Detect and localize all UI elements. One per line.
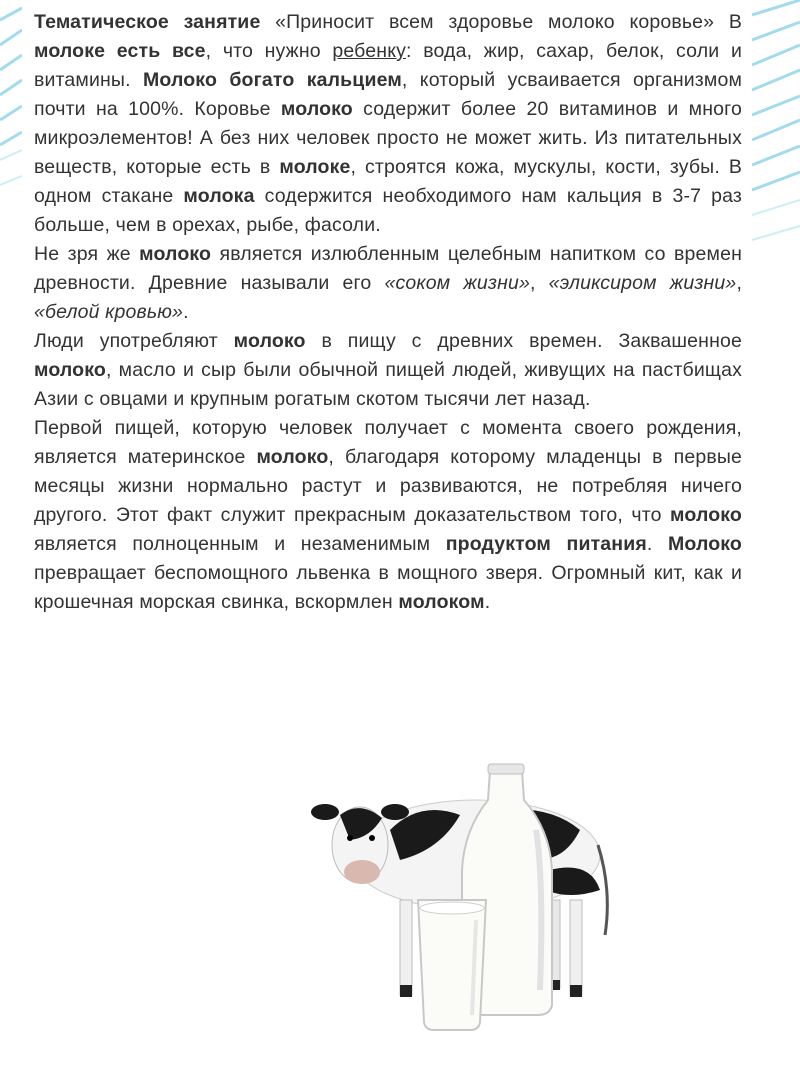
paragraph (34, 8, 742, 240)
text-run: , строятся кожа, мускулы, кости, зубы. В одном стакане (34, 156, 743, 207)
bold-text: молоко (670, 504, 742, 526)
bold-text: молоке (279, 156, 351, 178)
bold-text: Тематическое занятие (34, 11, 261, 33)
text-run: . (646, 533, 668, 555)
bold-text: молоко (34, 359, 106, 381)
italic-text: «эликсиром жизни» (548, 272, 737, 294)
text-run: содержится необходимого нам кальция в 3-7 раз больше, чем в орехах, рыбе, фасоли. (34, 185, 742, 236)
text-run: является излюбленным целебным напитком со времен древности. Древние называли его (34, 243, 742, 294)
text-run: . (183, 301, 189, 323)
text-run: является полноценным и незаменимым (34, 533, 446, 555)
text-run: , что нужно (205, 40, 333, 62)
bold-text: молоко (280, 98, 353, 120)
paragraph (34, 414, 742, 617)
bold-text: Молоко богато кальцием (143, 69, 402, 91)
text-run: превращает беспомощного львенка в мощного зверя. Огромный кит, как и крошечная морская свинка, вскормлен (34, 562, 742, 613)
text-run: , который усваивается организмом почти на 100%. Коровье (34, 69, 743, 120)
bold-text: молока (183, 185, 255, 207)
text-run: , (529, 272, 549, 294)
text-run: «Приносит всем здоровье молоко коровье» В (260, 11, 742, 33)
text-run: , (736, 272, 743, 294)
text-run: , благодаря которому младенцы в первые месяцы жизни нормально растут и развиваются, не потребляя ничего другого. Этот факт служит прекрасным доказательством того, что (34, 446, 742, 526)
paragraph (34, 327, 742, 414)
bold-text: Молоко (667, 533, 742, 555)
paragraph (34, 240, 742, 327)
italic-text: «соком жизни» (384, 272, 530, 294)
text-run: . (484, 591, 491, 613)
milk-glass-image (418, 900, 486, 1030)
text-run: , масло и сыр были обычной пищей людей, живущих на пастбищах Азии с овцами и крупным рогатым скотом тысячи лет назад. (34, 359, 742, 410)
text-run: содержит более 20 витаминов и много микроэлементов! А без них человек просто не может жить. Из питательных веществ, которые есть в (34, 98, 742, 178)
text-run: : вода, жир, сахар, белок, соли и витамины. (34, 40, 742, 91)
bold-text: молоко (256, 446, 329, 468)
text-run: Люди употребляют (34, 330, 234, 352)
article-text (22, 4, 752, 767)
cow-and-milk-illustration (300, 760, 620, 1050)
bold-text: молоко (233, 330, 306, 352)
bold-text: молоком (398, 591, 485, 613)
underlined-text: ребенку (332, 40, 406, 62)
text-run: Первой пищей, которую человек получает с момента своего рождения, является материнское (34, 417, 742, 468)
bold-text: молоко (139, 243, 212, 265)
text-run: в пищу с древних времен. Заквашенное (305, 330, 743, 352)
bold-text: молоке есть все (34, 40, 206, 62)
bold-text: продуктом питания (445, 533, 647, 555)
italic-text: «белой кровью» (34, 301, 184, 323)
text-run: Не зря же (34, 243, 140, 265)
